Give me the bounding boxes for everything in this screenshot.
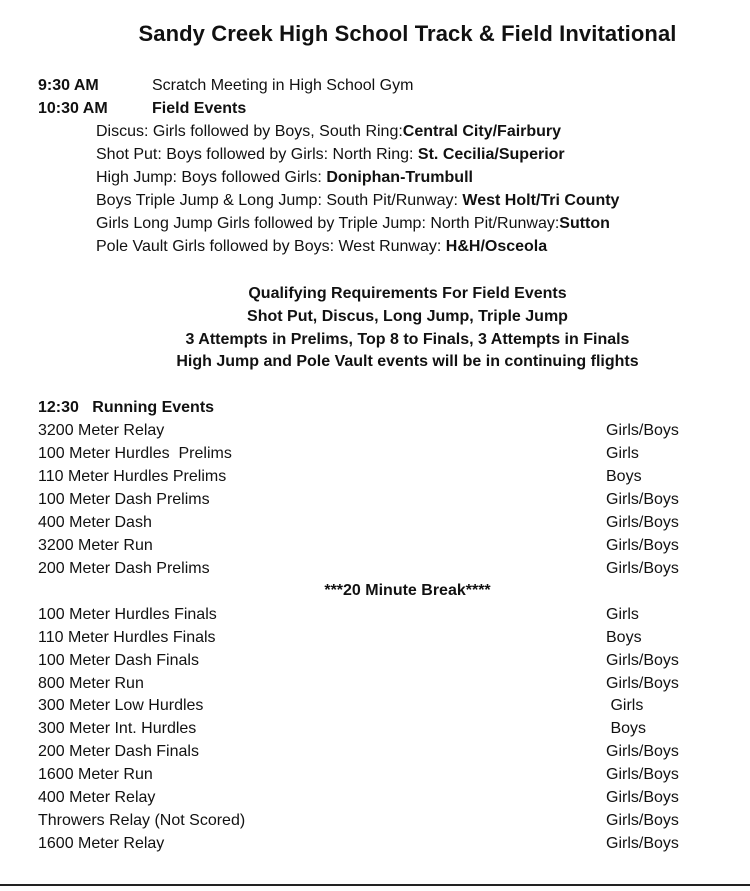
break-label: ***20 Minute Break****	[324, 582, 491, 599]
field-event-text: Shot Put: Boys followed by Girls: North Ring:	[96, 146, 418, 163]
schedule-time: 10:30 AM	[38, 100, 108, 117]
event-name: 800 Meter Run	[38, 675, 144, 692]
bottom-divider	[0, 884, 750, 886]
field-event-boys-jumps	[96, 191, 619, 211]
event-name: 400 Meter Dash	[38, 514, 152, 531]
field-event-site: Doniphan-Trumbull	[326, 169, 473, 186]
event-name: 110 Meter Hurdles Finals	[38, 629, 216, 646]
schedule-label: Field Events	[152, 100, 247, 117]
running-events-header: 12:30 Running Events	[38, 399, 215, 416]
event-division: Girls	[606, 606, 639, 623]
field-event-pole-vault	[96, 237, 547, 257]
field-event-site: H&H/Osceola	[445, 238, 548, 255]
event-division: Girls/Boys	[606, 422, 679, 439]
field-event-text: Discus: Girls followed by Boys, South Ring:	[96, 123, 403, 140]
field-event-site: West Holt/Tri County	[462, 192, 620, 209]
event-name: 300 Meter Int. Hurdles	[38, 720, 197, 737]
page-title: Sandy Creek High School Track & Field Invitational	[138, 21, 677, 46]
event-division: Girls	[606, 445, 639, 462]
field-event-site: Sutton	[559, 215, 610, 232]
event-division: Girls/Boys	[606, 835, 679, 852]
field-event-site: Central City/Fairbury	[402, 123, 562, 140]
event-division: Girls	[606, 697, 644, 714]
event-division: Girls/Boys	[606, 766, 679, 783]
qualifying-heading: Qualifying Requirements For Field Events	[248, 285, 567, 302]
event-name: 1600 Meter Relay	[38, 835, 165, 852]
event-name: 200 Meter Dash Finals	[38, 743, 199, 760]
schedule-time: 9:30 AM	[38, 77, 99, 94]
field-event-text: Boys Triple Jump & Long Jump: South Pit/Runway:	[96, 192, 463, 209]
event-division: Girls/Boys	[606, 789, 679, 806]
event-name: 400 Meter Relay	[38, 789, 156, 806]
event-division: Girls/Boys	[606, 560, 679, 577]
event-division: Boys	[606, 468, 642, 485]
event-name: Throwers Relay (Not Scored)	[38, 812, 246, 829]
event-division: Girls/Boys	[606, 491, 679, 508]
event-division: Girls/Boys	[606, 537, 679, 554]
qualifying-line: High Jump and Pole Vault events will be in continuing flights	[176, 353, 639, 370]
event-name: 300 Meter Low Hurdles	[38, 697, 204, 714]
event-name: 110 Meter Hurdles Prelims	[38, 468, 227, 485]
field-event-text: Girls Long Jump Girls followed by Triple Jump: North Pit/Runway:	[96, 215, 560, 232]
field-event-discus	[96, 122, 561, 142]
qualifying-line: 3 Attempts in Prelims, Top 8 to Finals, 3 Attempts in Finals	[185, 331, 630, 348]
schedule-label: Scratch Meeting in High School Gym	[152, 77, 414, 94]
field-event-high-jump	[96, 168, 473, 188]
event-name: 100 Meter Hurdles Prelims	[38, 445, 232, 462]
event-division: Boys	[606, 629, 642, 646]
event-name: 3200 Meter Run	[38, 537, 153, 554]
event-name: 100 Meter Dash Prelims	[38, 491, 210, 508]
event-division: Girls/Boys	[606, 675, 679, 692]
event-division: Boys	[606, 720, 647, 737]
event-name: 100 Meter Dash Finals	[38, 652, 199, 669]
event-division: Girls/Boys	[606, 743, 679, 760]
event-name: 1600 Meter Run	[38, 766, 153, 783]
field-event-text: Pole Vault Girls followed by Boys: West Runway:	[96, 238, 446, 255]
field-event-shot-put	[96, 145, 565, 165]
event-name: 100 Meter Hurdles Finals	[38, 606, 217, 623]
field-event-girls-jumps	[96, 214, 610, 234]
field-event-site: St. Cecilia/Superior	[417, 146, 565, 163]
event-name: 3200 Meter Relay	[38, 422, 165, 439]
event-name: 200 Meter Dash Prelims	[38, 560, 210, 577]
event-division: Girls/Boys	[606, 652, 679, 669]
field-event-text: High Jump: Boys followed Girls:	[96, 169, 327, 186]
qualifying-line: Shot Put, Discus, Long Jump, Triple Jump	[247, 308, 568, 325]
event-division: Girls/Boys	[606, 812, 679, 829]
event-division: Girls/Boys	[606, 514, 679, 531]
